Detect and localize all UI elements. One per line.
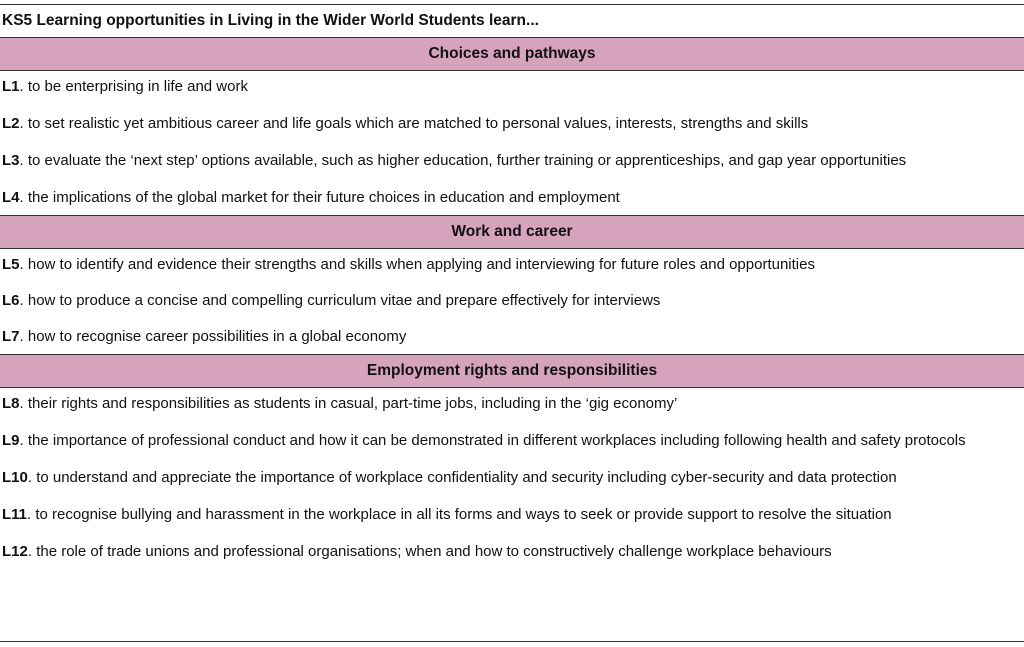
list-item <box>0 395 1024 413</box>
learning-opportunities-table <box>0 4 1024 642</box>
item-code: L12 <box>2 543 28 560</box>
item-code: L9 <box>2 432 20 449</box>
item-text: . to evaluate the ‘next step’ options available, such as higher education, further training or apprenticeships, and gap year opportunities <box>19 152 907 169</box>
item-code: L3 <box>2 152 20 169</box>
list-item <box>0 152 1024 170</box>
list-item <box>0 432 1024 450</box>
item-code: L10 <box>2 469 28 486</box>
list-item <box>0 328 1024 346</box>
item-text: . the role of trade unions and professional organisations; when and how to constructively challenge workplace behaviours <box>27 543 832 560</box>
list-item <box>0 189 1024 207</box>
list-item <box>0 469 1024 487</box>
section-list-work-and-career <box>0 256 1024 346</box>
list-item <box>0 78 1024 96</box>
item-code: L2 <box>2 115 20 132</box>
item-code: L11 <box>2 506 28 523</box>
list-item <box>0 115 1024 133</box>
item-text: . to be enterprising in life and work <box>19 78 248 95</box>
list-item <box>0 506 1024 524</box>
item-text: . to recognise bullying and harassment in the workplace in all its forms and ways to seek or provide support to resolve the situation <box>27 506 892 523</box>
item-text: . the importance of professional conduct and how it can be demonstrated in different workplaces including following health and safety protocols <box>19 432 966 449</box>
item-text: . the implications of the global market for their future choices in education and employment <box>19 189 620 206</box>
list-item <box>0 256 1024 274</box>
item-code: L7 <box>2 328 20 345</box>
item-code: L8 <box>2 395 20 412</box>
section-heading-choices-and-pathways: Choices and pathways <box>0 38 1024 71</box>
item-text: . their rights and responsibilities as students in casual, part-time jobs, including in the ‘gig economy’ <box>19 395 678 412</box>
item-code: L4 <box>2 189 20 206</box>
item-code: L1 <box>2 78 20 95</box>
item-text: . to understand and appreciate the importance of workplace confidentiality and security including cyber-security and data protection <box>27 469 897 486</box>
item-code: L6 <box>2 292 20 309</box>
item-code: L5 <box>2 256 20 273</box>
list-item <box>0 292 1024 310</box>
section-list-employment-rights <box>0 395 1024 561</box>
item-text: . how to produce a concise and compelling curriculum vitae and prepare effectively for interviews <box>19 292 661 309</box>
document-title: KS5 Learning opportunities in Living in the Wider World Students learn... <box>0 5 1024 38</box>
section-heading-work-and-career: Work and career <box>0 215 1024 249</box>
section-heading-employment-rights: Employment rights and responsibilities <box>0 354 1024 388</box>
section-list-choices-and-pathways <box>0 78 1024 207</box>
item-text: . how to recognise career possibilities in a global economy <box>19 328 407 345</box>
item-text: . how to identify and evidence their strengths and skills when applying and interviewing for future roles and opportunities <box>19 256 815 273</box>
list-item <box>0 543 1024 561</box>
item-text: . to set realistic yet ambitious career and life goals which are matched to personal values, interests, strengths and skills <box>19 115 809 132</box>
